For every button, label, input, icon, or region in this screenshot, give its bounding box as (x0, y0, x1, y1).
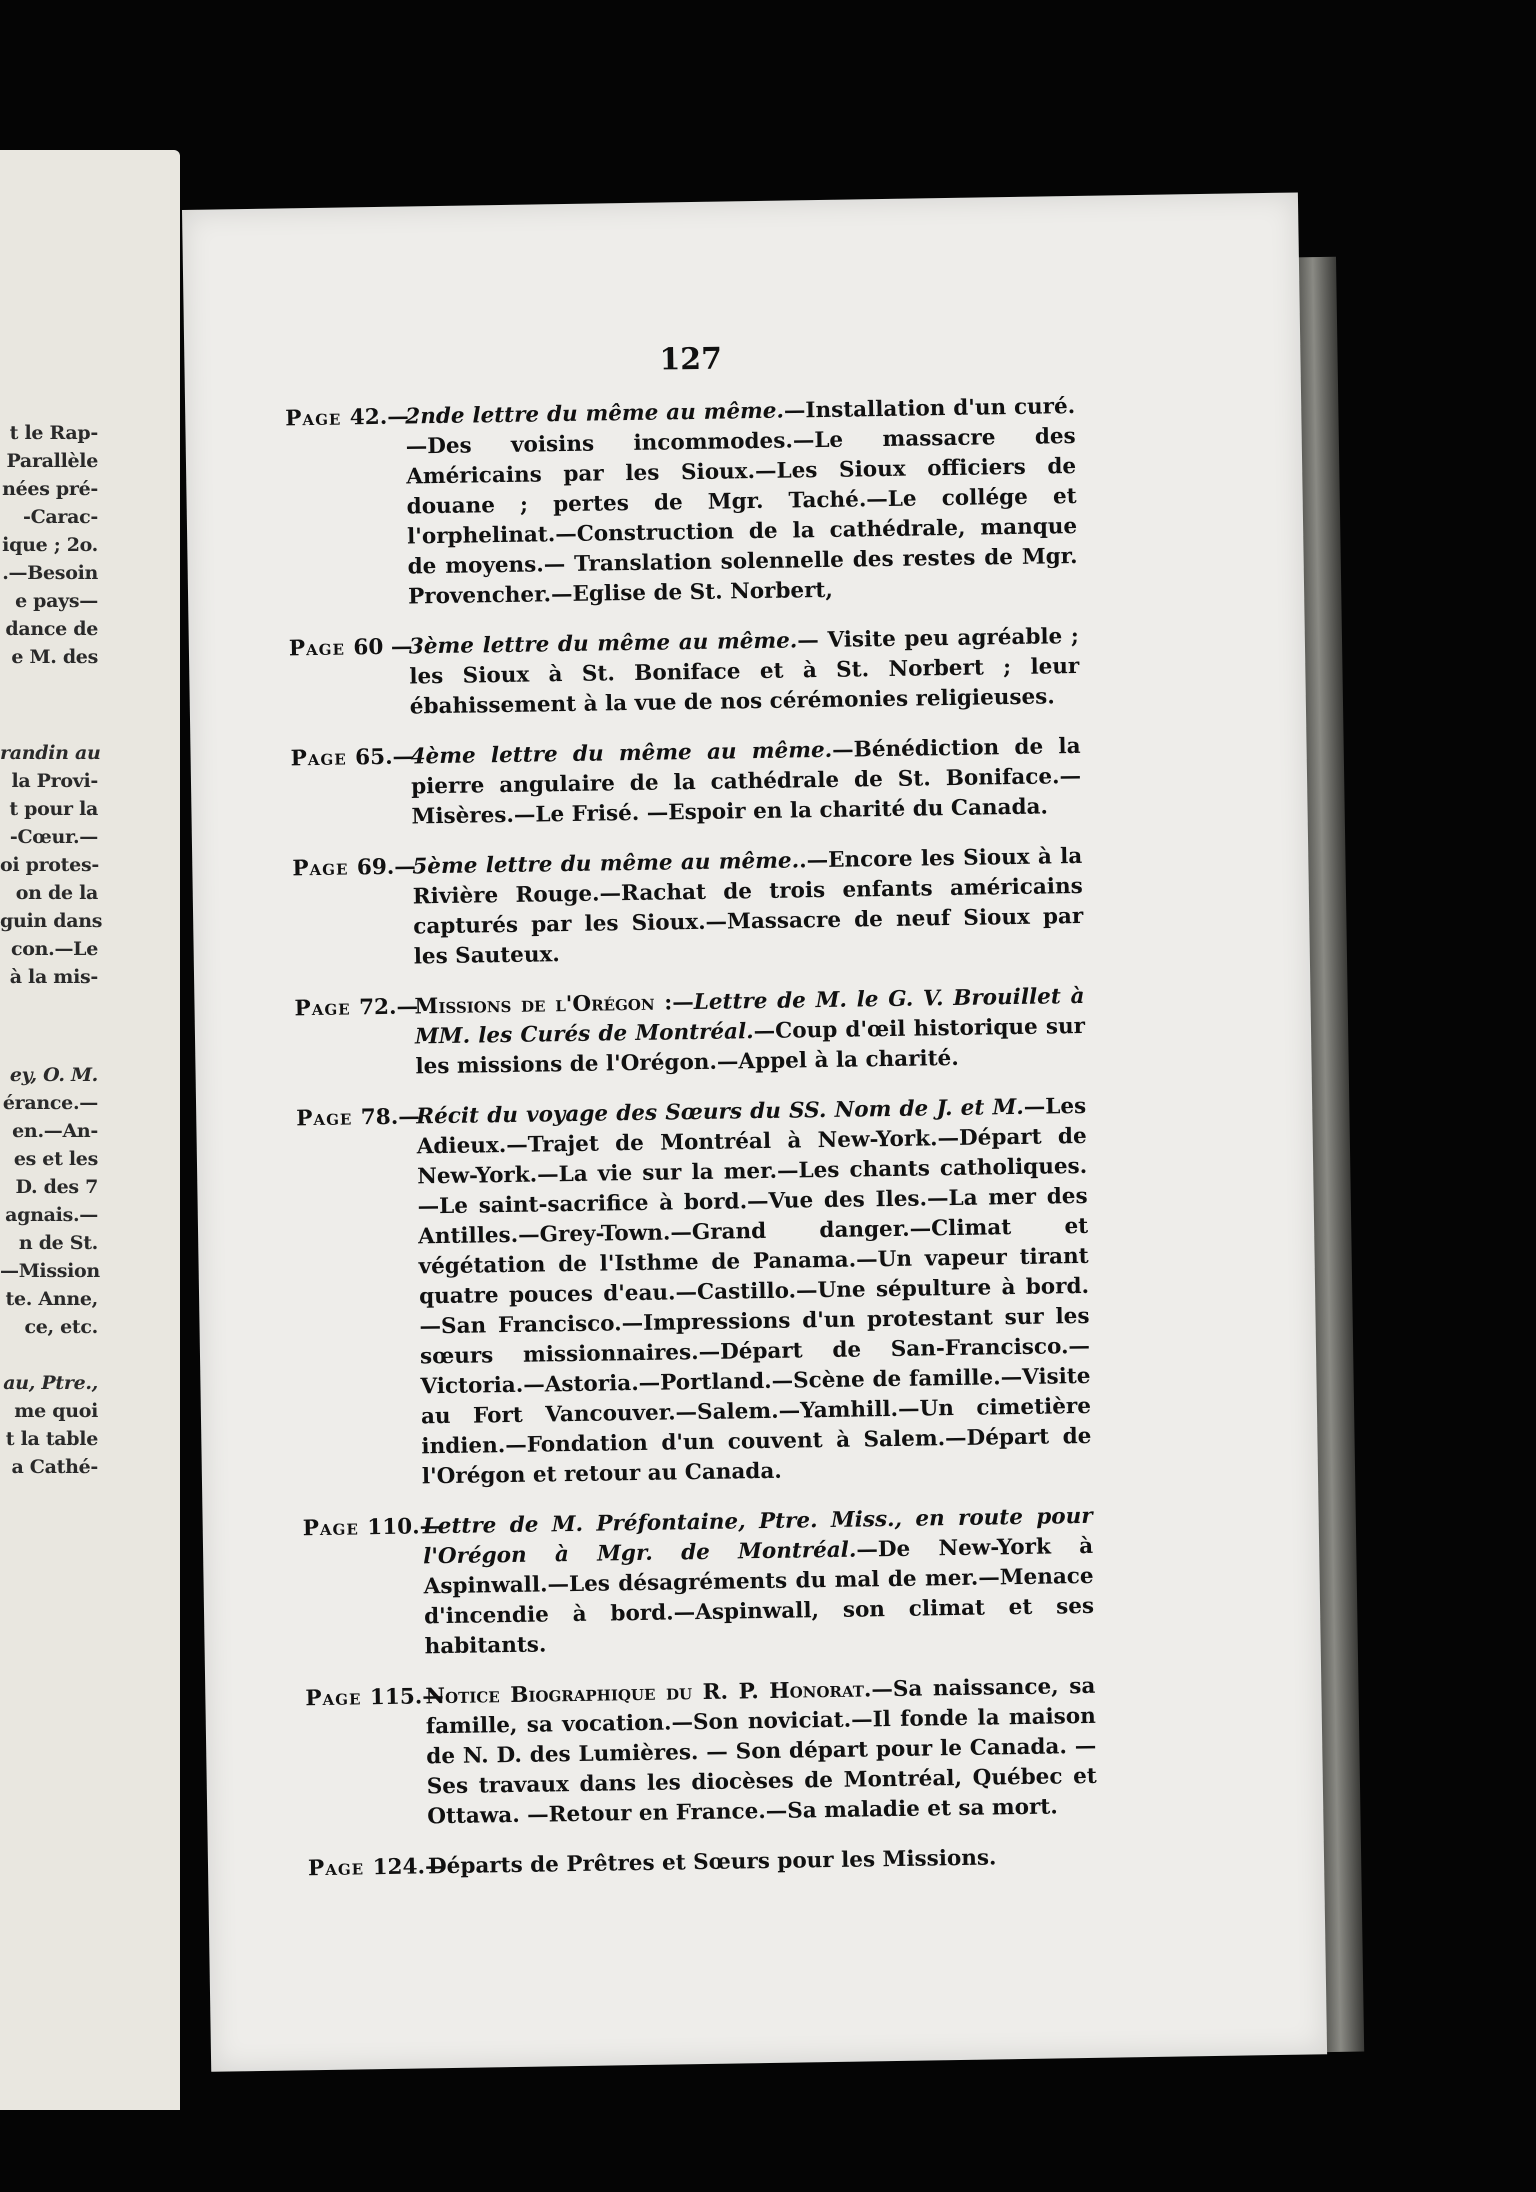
left-page-line: au, Ptre., (3, 1372, 98, 1394)
page-reference (302, 1512, 442, 1544)
page-reference (290, 742, 425, 774)
left-page-line: D. des 7 (15, 1176, 98, 1198)
left-page-line: te. Anne, (5, 1288, 98, 1310)
page-word: Page (302, 1515, 368, 1542)
left-page-line: -Cœur.— (9, 826, 98, 848)
left-page-line: t pour la (9, 798, 98, 820)
entry-title: Lettre de M. Préfontaine, Ptre. Miss., en route pour l'Orégon à Mgr. de Montréal. (422, 1503, 1093, 1570)
page-reference (296, 1102, 431, 1134)
left-page-line: Parallèle (6, 450, 98, 472)
left-page-line: la Provi- (11, 770, 98, 792)
entry-text (409, 622, 1080, 723)
left-page-line: nées pré- (2, 478, 98, 500)
page-num: 69.— (356, 854, 416, 881)
left-page-line: oi protes- (0, 854, 99, 876)
left-page-line: —Mission (0, 1260, 100, 1282)
entry-summary: — Visite peu agréable ; les Sioux à St. Boniface et à St. Norbert ; leur ébahissement à la vue de nos cérémonies religieuses. (409, 623, 1080, 720)
page-word: Page (290, 745, 356, 772)
left-page-line: érance.— (2, 1092, 98, 1114)
left-page-line: randin au (0, 742, 101, 764)
page-word: Page (294, 995, 360, 1022)
left-page-line: agnais.— (5, 1204, 98, 1226)
left-page-line: n de St. (18, 1232, 98, 1254)
entry-text (422, 1502, 1094, 1663)
entry-text (410, 732, 1081, 833)
page-word: Page (288, 635, 354, 662)
page-num: 72.— (358, 994, 419, 1021)
entry-text (405, 392, 1078, 612)
toc-entry (292, 842, 1084, 974)
left-page-line: en.—An- (12, 1120, 98, 1142)
entry-summary: —Les Adieux.—Trajet de Montréal à New-York.—Départ de New-York.—La vie sur la mer.—Les chants catholiques.—Le saint-sacrifice à bord.—Vue des Iles.—La mer des Antilles.—Grey-Town.—Grand danger.—Climat et végétation de l'Isthme de Panama.—Un vapeur tirant quatre pouces d'eau.—Castillo.—Une sépulture à bord.—San Francisco.—Impressions d'un protestant sur les sœurs missionnaires.—Départ de San-Francisco.—Victoria.—Astoria.—Portland.—Scène de famille.—Visite au Fort Vancouver.—Salem.—Yamhill.—Un cimetière indien.—Fondation d'un couvent à Salem.—Départ de l'Orégon et retour au Canada. (416, 1093, 1092, 1490)
entry-heading: Notice Biographique du R. P. Honorat. (425, 1677, 872, 1710)
left-page-line: ique ; 2o. (2, 534, 98, 556)
page-num: 78.— (360, 1104, 420, 1131)
entry-heading: Missions de l'Orégon :— (414, 990, 694, 1020)
entry-text (412, 842, 1084, 973)
right-page (182, 192, 1327, 2071)
toc-entry (303, 1502, 1095, 1664)
left-page-line: à la mis- (9, 966, 98, 988)
left-page-line: a Cathé- (11, 1456, 98, 1478)
entry-text (428, 1842, 1098, 1883)
left-page-line: .—Besoin (2, 562, 98, 584)
left-page-line: es et les (13, 1148, 98, 1170)
entry-text (416, 1092, 1092, 1492)
left-page-line: dance de (5, 618, 98, 640)
page-word: Page (305, 1685, 371, 1712)
entry-letter-title: Lettre de M. le G. V. Brouillet à MM. les Curés de Montréal. (414, 983, 1085, 1050)
page-reference (289, 632, 424, 664)
left-page-line: on de la (15, 882, 98, 904)
left-page-line: e M. des (11, 646, 98, 668)
left-page-line: -Carac- (23, 506, 98, 528)
page-reference (305, 1682, 445, 1714)
entry-text (425, 1672, 1097, 1833)
page-word: Page (307, 1855, 373, 1882)
toc-entry (308, 1842, 1098, 1884)
left-page-line: guin dans (0, 910, 103, 932)
entry-title: 3ème lettre du même au même. (408, 628, 798, 660)
page-word: Page (285, 405, 351, 432)
left-page-line: me quoi (14, 1400, 98, 1422)
toc-entry (296, 1092, 1092, 1494)
entry-summary: —Bénédiction de la pierre angulaire de la cathédrale de St. Boniface.—Misères.—Le Frisé. —Espoir en la charité du Canada. (410, 733, 1082, 830)
entry-summary: —Coup d'œil historique sur les missions de l'Orégon.—Appel à la charité. (415, 1013, 1086, 1080)
page-num: 115.— (369, 1684, 445, 1711)
page-num: 110.— (367, 1514, 442, 1541)
entry-summary: .—Encore les Sioux à la Rivière Rouge.—Rachat de trois enfants américains capturés par les Sioux.—Massacre de neuf Sioux par les Sauteux. (412, 843, 1084, 970)
left-page-line: t la table (5, 1428, 98, 1450)
left-page-line: ey, O. M. (9, 1064, 98, 1086)
page-num: 124.— (372, 1854, 447, 1881)
left-page-line: e pays— (15, 590, 98, 612)
page-word: Page (296, 1105, 362, 1132)
page-num: 65.— (354, 744, 415, 771)
toc-entry (289, 622, 1080, 724)
entry-summary: —De New-York à Aspinwall.—Les désagréments du mal de mer.—Menace d'incendie à bord.—Aspinwall, son climat et ses habitants. (423, 1533, 1095, 1660)
left-page-line: con.—Le (10, 938, 98, 960)
page-reference (285, 402, 420, 434)
entry-summary: —Sa naissance, sa famille, sa vocation.—Son noviciat.—Il fonde la maison de N. D. des Lumières. — Son départ pour le Canada. — Ses travaux dans les diocèses de Montréal, Québec et Ottawa. —Retour en France.—Sa maladie et sa mort. (425, 1673, 1097, 1830)
toc-entry (294, 982, 1085, 1084)
page-num: 60 — (353, 634, 413, 661)
page-reference (307, 1852, 447, 1884)
left-page-line: ce, etc. (24, 1316, 98, 1338)
entry-title: 2nde lettre du même au même. (405, 398, 785, 430)
toc-entry (290, 732, 1081, 834)
toc-entry (285, 392, 1078, 614)
left-facing-page (0, 150, 180, 2110)
page-reference (292, 852, 427, 884)
page-num: 42.— (349, 404, 409, 431)
page-word: Page (292, 855, 358, 882)
entry-text (414, 982, 1085, 1083)
entry-summary: Départs de Prêtres et Sœurs pour les Missions. (427, 1845, 997, 1880)
left-page-line: t le Rap- (9, 422, 98, 444)
entry-title: 4ème lettre du même au même. (410, 737, 833, 770)
page-reference (294, 992, 429, 1024)
entry-summary: —Installation d'un curé.—Des voisins incommodes.—Le massacre des Américains par les Sioux.—Les Sioux officiers de douane ; pertes de Mgr. Taché.—Le collége et l'orphelinat.—Construction de la cathédrale, manque de moyens.— Translation solennelle des restes de Mgr. Provencher.—Eglise de St. Norbert, (405, 393, 1078, 610)
entry-title: 5ème lettre du même au même. (412, 848, 800, 880)
page-number: 127 (659, 341, 723, 378)
toc-entry (305, 1672, 1097, 1834)
table-of-contents (285, 392, 1098, 1904)
entry-title: Récit du voyage des Sœurs du SS. Nom de J. et M. (416, 1094, 1024, 1130)
